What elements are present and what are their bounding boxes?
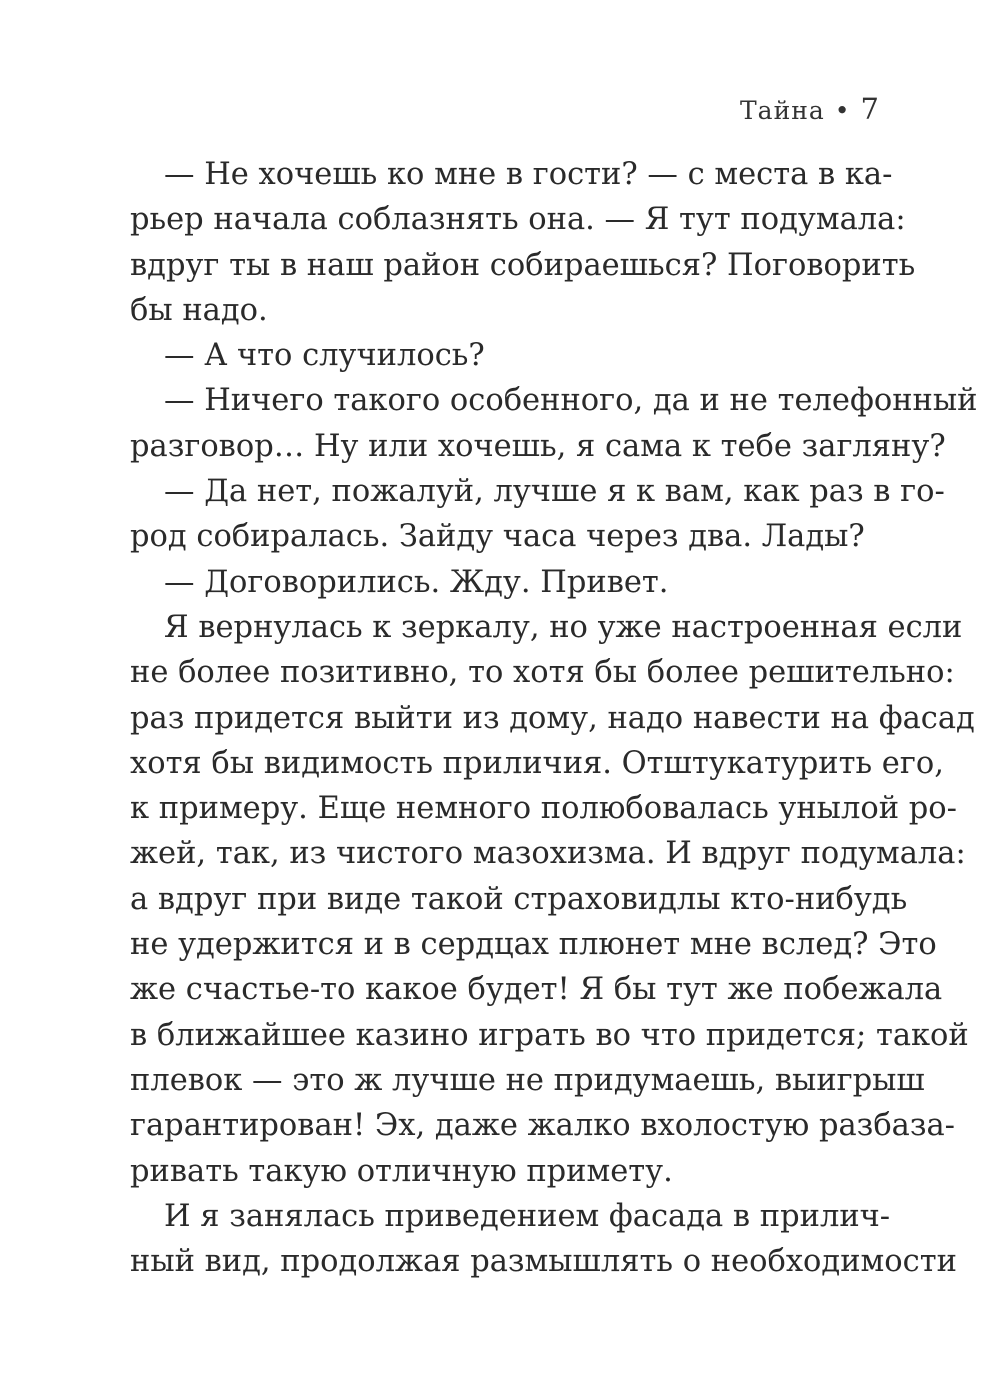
header-separator: • bbox=[834, 96, 851, 125]
text-line: — Договорились. Жду. Привет. bbox=[164, 564, 669, 600]
text-line: не удержится и в сердцах плюнет мне вслед? Это bbox=[130, 927, 937, 963]
text-line: в ближайшее казино играть во что придется; такой bbox=[130, 1017, 969, 1053]
text-line: хотя бы видимость приличия. Отштукатурить его, bbox=[130, 745, 944, 781]
text-line: плевок — это ж лучше не придумаешь, выигрыш bbox=[130, 1062, 925, 1098]
text-line: раз придется выйти из дому, надо навести на фасад bbox=[130, 700, 975, 736]
text-line: рьер начала соблазнять она. — Я тут подумала: bbox=[130, 202, 906, 238]
text-line: ривать такую отличную примету. bbox=[130, 1153, 673, 1189]
text-line: разговор… Ну или хочешь, я сама к тебе загляну? bbox=[130, 428, 946, 464]
text-line: к примеру. Еще немного полюбовалась унылой ро- bbox=[130, 791, 957, 827]
text-line: — Не хочешь ко мне в гости? — с места в ка- bbox=[164, 157, 893, 192]
text-line: жей, так, из чистого мазохизма. И вдруг подумала: bbox=[130, 836, 966, 872]
text-line: ный вид, продолжая размышлять о необходимости bbox=[130, 1244, 957, 1280]
text-line: не более позитивно, то хотя бы более решительно: bbox=[130, 655, 955, 691]
running-title: Тайна bbox=[739, 96, 825, 125]
text-line: — Да нет, пожалуй, лучше я к вам, как раз в го- bbox=[164, 474, 945, 510]
text-line: вдруг ты в наш район собираешься? Поговорить bbox=[130, 247, 916, 283]
text-line: же счастье-то какое будет! Я бы тут же побежала bbox=[130, 972, 943, 1008]
text-line: бы надо. bbox=[130, 292, 268, 328]
text-line: — А что случилось? bbox=[164, 338, 485, 374]
body-text bbox=[130, 152, 978, 1284]
text-line: а вдруг при виде такой страховидлы кто-нибудь bbox=[130, 881, 908, 917]
text-line: — Ничего такого особенного, да и не телефонный bbox=[164, 383, 978, 419]
page-number: 7 bbox=[860, 92, 880, 126]
text-line: Я вернулась к зеркалу, но уже настроенная если bbox=[164, 609, 963, 645]
text-line: гарантирован! Эх, даже жалко вхолостую разбаза- bbox=[130, 1108, 955, 1144]
text-line: род собиралась. Зайду часа через два. Лады? bbox=[130, 519, 865, 555]
text-line: И я занялась приведением фасада в прилич- bbox=[164, 1198, 891, 1234]
running-header bbox=[740, 93, 880, 127]
